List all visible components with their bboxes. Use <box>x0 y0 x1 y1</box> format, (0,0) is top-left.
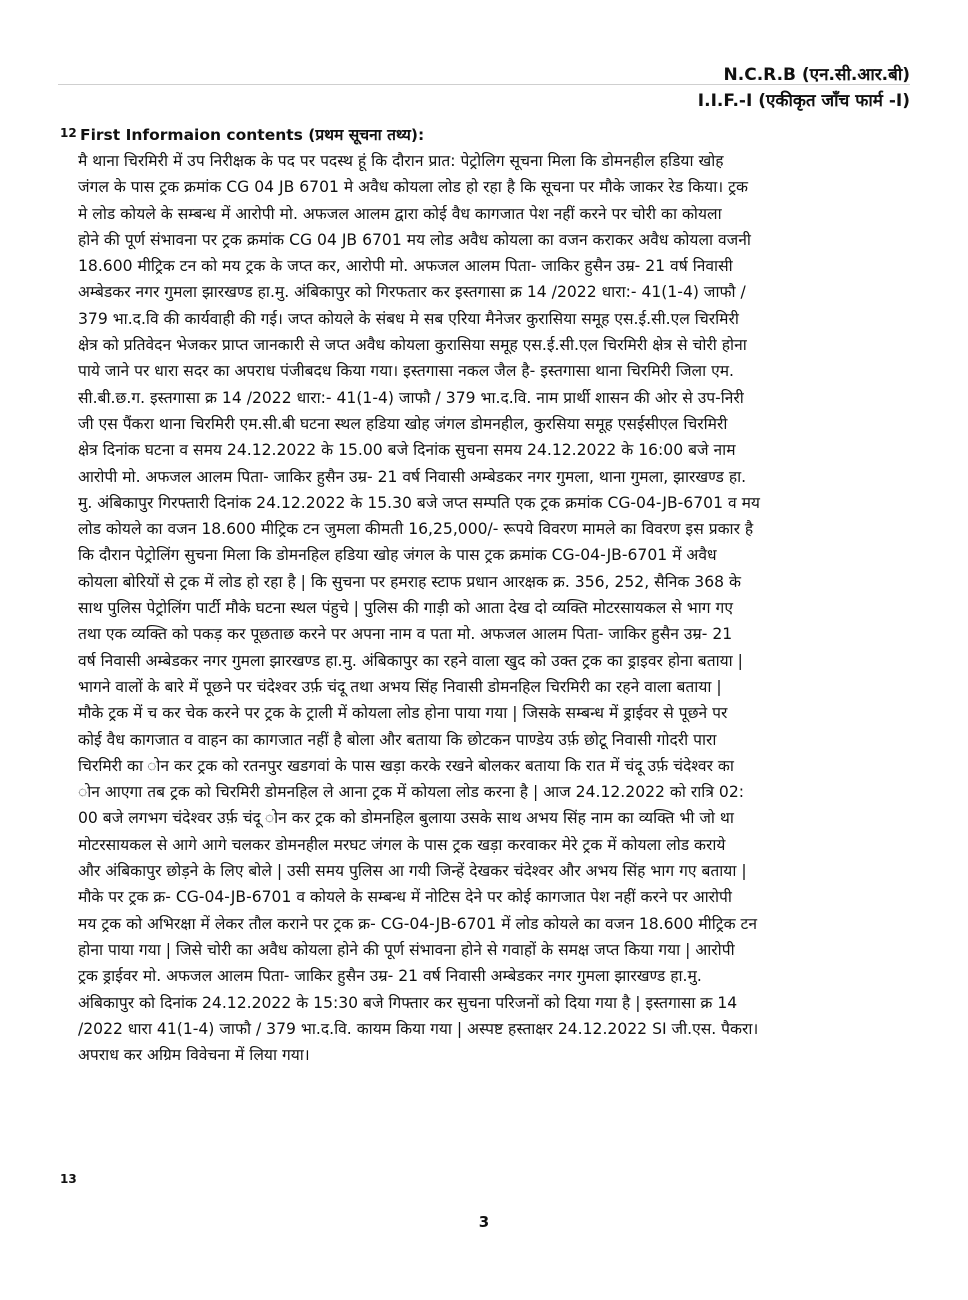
body-line: पाये जाने पर धारा सदर का अपराध पंजीबदध किया गया। इस्तगासा नकल जैल है- इस्तगासा थाना चिरमिरी जिला एम. <box>78 362 735 381</box>
section-number-12: 12 <box>60 126 77 140</box>
body-line: वर्ष निवासी अम्बेडकर नगर गुमला झारखण्ड हा.मु. अंबिकापुर का रहने वाला खुद को उक्त ट्रक का ड्राइवर होना बताया | <box>78 651 743 670</box>
body-line: तथा एक व्यक्ति को पकड़ कर पूछताछ करने पर अपना नाम व पता मो. अफजल आलम पिता- जाकिर हुसैन उम्र- 21 <box>78 625 733 644</box>
body-line: जी एस पैंकरा थाना चिरमिरी एम.सी.बी घटना स्थल हडिया खोह जंगल डोमनहील, कुरसिया समूह एसईसीएल चिरमिरी <box>78 414 728 433</box>
body-line: मोटरसायकल से आगे आगे चलकर डोमनहील मरघट जंगल के पास ट्रक खड़ा करवाकर मेरे ट्रक में कोयला लोड कराये <box>78 835 726 854</box>
body-line: 00 बजे लगभग चंदेश्वर उर्फ़ चंदू ोन कर ट्रक को डोमनहिल बुलाया उसके साथ अभय सिंह नाम का व्यक्ति भी जो था <box>78 809 734 828</box>
body-line: कोई वैध कागजात व वाहन का कागजात नहीं है बोला और बताया कि छोटकन पाण्डेय उर्फ़ छोटू निवासी गोदरी पारा <box>78 730 717 749</box>
body-line: साथ पुलिस पेट्रोलिंग पार्टी मौके घटना स्थल पंहुचे | पुलिस की गाड़ी को आता देख दो व्यक्ति मोटरसायकल से भाग गए <box>78 599 733 618</box>
body-line: मौके ट्रक में च कर चेक करने पर ट्रक के ट्राली में कोयला लोड होना पाया गया | जिसके सम्बन्ध में ड्राईवर से पूछने पर <box>78 704 728 723</box>
page-number: 3 <box>478 1213 490 1231</box>
body-line: कोयला बोरियों से ट्रक में लोड हो रहा है | कि सुचना पर हमराह स्टाफ प्रधान आरक्षक क्र. 356, 252, सैनिक 368 के <box>78 572 741 591</box>
section-title: First Informaion contents (प्रथम सूचना तथ्य): <box>80 126 425 144</box>
body-line: लोड कोयले का वजन 18.600 मीट्रिक टन जुमला कीमती 16,25,000/- रूपये विवरण मामले का विवरण इस प्रकार है <box>78 520 754 539</box>
body-line: मय ट्रक को अभिरक्षा में लेकर तौल कराने पर ट्रक क्र- CG-04-JB-6701 में लोड कोयले का वजन 18.600 मीट्रिक टन <box>78 914 758 933</box>
body-line: मे लोड कोयले के सम्बन्ध में आरोपी मो. अफजल आलम द्वारा कोई वैध कागजात पेश नहीं करने पर चोरी का कोयला <box>78 204 722 223</box>
header-ncrb: N.C.R.B (एन.सी.आर.बी) <box>723 65 910 85</box>
body-line: चिरमिरी का ोन कर ट्रक को रतनपुर खडगवां के पास खड़ा करके रखने बोलकर बताया कि रात में चंदू उर्फ़ चंदेश्वर का <box>78 756 734 775</box>
body-line: मु. अंबिकापुर गिरफ्तारी दिनांक 24.12.2022 के 15.30 बजे जप्त सम्पति एक ट्रक क्रमांक CG-04-JB-6701 व मय <box>78 493 760 512</box>
body-line: 18.600 मीट्रिक टन को मय ट्रक के जप्त कर, आरोपी मो. अफजल आलम पिता- जाकिर हुसैन उम्र- 21 वर्ष निवासी <box>78 257 733 276</box>
body-line: मै थाना चिरमिरी में उप निरीक्षक के पद पर पदस्थ हूं कि दौरान प्रात: पेट्रोलिग सूचना मिला कि डोमनहील हडिया खोह <box>78 152 724 170</box>
fir-contents-body <box>78 148 908 1068</box>
body-line: आरोपी मो. अफजल आलम पिता- जाकिर हुसैन उम्र- 21 वर्ष निवासी अम्बेडकर नगर गुमला, थाना गुमला, झारखण्ड हा. <box>78 467 747 486</box>
body-line: अम्बेडकर नगर गुमला झारखण्ड हा.मु. अंबिकापुर को गिरफतार कर इस्तगासा क्र 14 /2022 धारा:- 41(1-4) जाफौ / <box>78 283 746 302</box>
body-line: जंगल के पास ट्रक क्रमांक CG 04 JB 6701 मे अवैध कोयला लोड हो रहा है कि सूचना पर मौके जाकर रेड किया। ट्रक <box>78 178 748 197</box>
body-line: अपराध कर अग्रिम विवेचना में लिया गया। <box>78 1046 310 1065</box>
body-line: होना पाया गया | जिसे चोरी का अवैध कोयला होने की पूर्ण संभावना होने से गवाहों के समक्ष जप्त किया गया | आरोपी <box>78 940 735 959</box>
body-line: ोन आएगा तब ट्रक को चिरमिरी डोमनहिल ले आना ट्रक में कोयला लोड करना है | आज 24.12.2022 को रात्रि 02: <box>78 783 744 802</box>
body-line: कि दौरान पेट्रोलिंग सुचना मिला कि डोमनहिल हडिया खोह जंगल के पास ट्रक क्रमांक CG-04-JB-6701 में अवैध <box>78 546 717 565</box>
body-line: होने की पूर्ण संभावना पर ट्रक क्रमांक CG 04 JB 6701 मय लोड अवैध कोयला का वजन कराकर अवैध कोयला वजनी <box>78 230 751 249</box>
body-line: सी.बी.छ.ग. इस्तगासा क्र 14 /2022 धारा:- 41(1-4) जाफौ / 379 भा.द.वि. नाम प्रार्थी शासन की ओर से उप-निरी <box>78 388 744 407</box>
body-line: ट्रक ड्राईवर मो. अफजल आलम पिता- जाकिर हुसैन उम्र- 21 वर्ष निवासी अम्बेडकर नगर गुमला झारखण्ड हा.मु. <box>78 967 702 986</box>
body-line: और अंबिकापुर छोड़ने के लिए बोले | उसी समय पुलिस आ गयी जिन्हें देखकर चंदेश्वर और अभय सिंह भाग गए बताया | <box>78 862 747 881</box>
body-line: क्षेत्र दिनांक घटना व समय 24.12.2022 के 15.00 बजे दिनांक सुचना समय 24.12.2022 के 16:00 बजे नाम <box>78 441 736 460</box>
header-form-name: I.I.F.-I (एकीकृत जाँच फार्म -I) <box>697 91 910 111</box>
body-line: क्षेत्र को प्रतिवेदन भेजकर प्राप्त जानकारी से जप्त अवैध कोयला कुरासिया समूह एस.ई.सी.एल चिरमिरी क्षेत्र से चोरी होना <box>78 336 747 355</box>
form-header <box>698 62 910 114</box>
body-line: भागने वालों के बारे में पूछने पर चंदेश्वर उर्फ़ चंदू तथा अभय सिंह निवासी डोमनहिल चिरमिरी का रहने वाला बताया | <box>78 677 722 696</box>
body-line: /2022 धारा 41(1-4) जाफौ / 379 भा.द.वि. कायम किया गया | अस्पष्ट हस्ताक्षर 24.12.2022 SI जी.एस. पैकरा। <box>78 1019 759 1038</box>
section-number-13: 13 <box>60 1172 77 1186</box>
body-line: अंबिकापुर को दिनांक 24.12.2022 के 15:30 बजे गिफ्तार कर सुचना परिजनों को दिया गया है | इस्तगासा क्र 14 <box>78 993 738 1012</box>
body-line: मौके पर ट्रक क्र- CG-04-JB-6701 व कोयले के सम्बन्ध में नोटिस देने पर कोई कागजात पेश नहीं करने पर आरोपी <box>78 888 732 907</box>
body-line: 379 भा.द.वि की कार्यवाही की गई। जप्त कोयले के संबध मे सब एरिया मैनेजर कुरासिया समूह एस.ई.सी.एल चिरमिरी <box>78 309 739 328</box>
